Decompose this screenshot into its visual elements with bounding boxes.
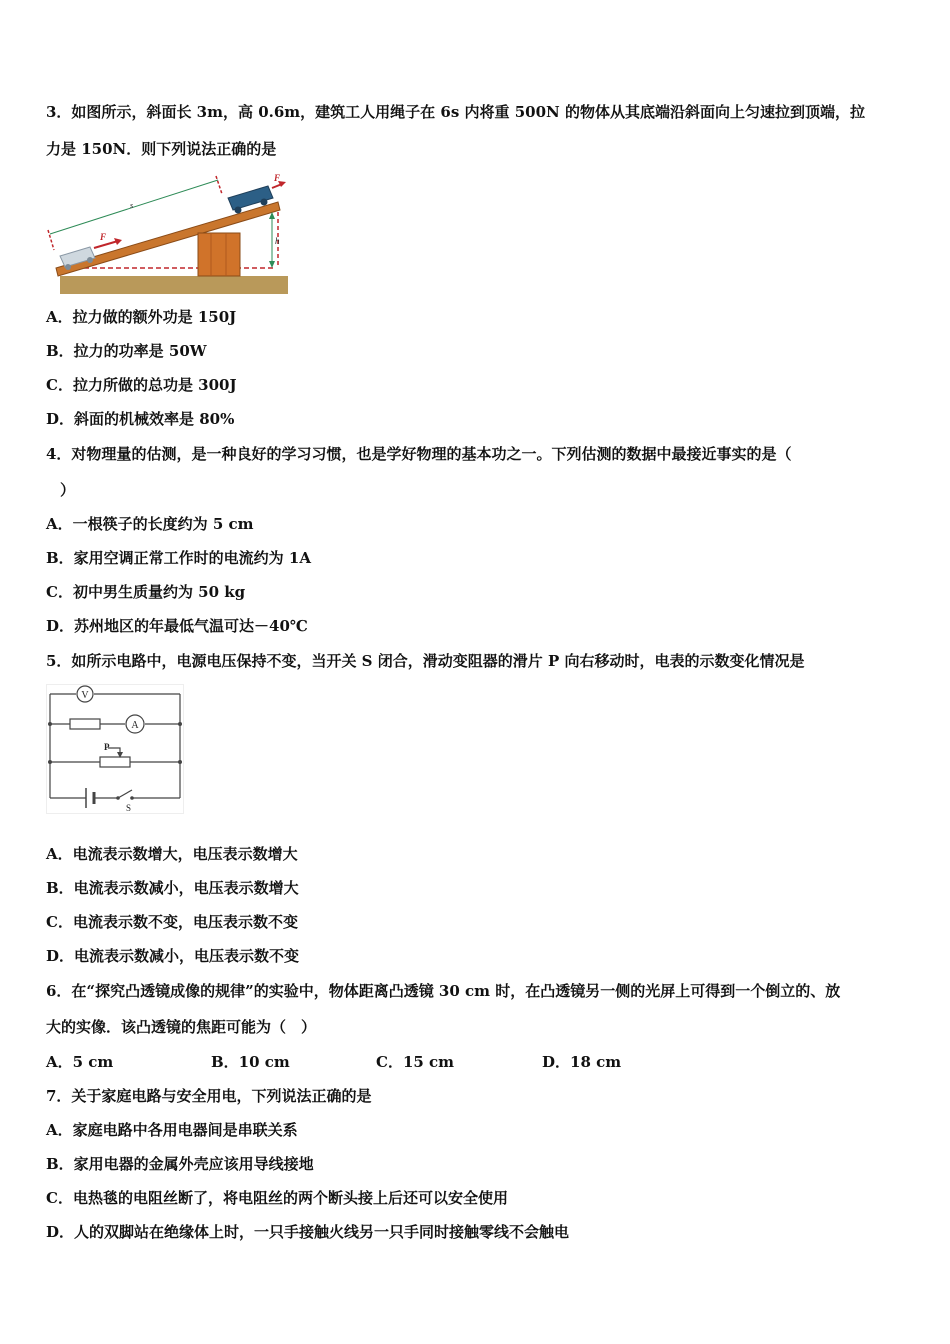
q3-stem-line2: 力是 150N．则下列说法正确的是 [46,140,277,158]
switch-icon [118,790,132,798]
circuit-figure [46,684,184,814]
slide-rheostat [100,757,130,767]
q3-option-b: B．拉力的功率是 50W [46,342,207,360]
q7-option-c: C．电热毯的电阻丝断了，将电阻丝的两个断头接上后还可以安全使用 [46,1189,508,1207]
label-f-top: F [274,173,281,183]
q6-option-d: D．18 cm [542,1053,622,1071]
q5-stem: 5．如所示电路中，电源电压保持不变，当开关 S 闭合，滑动变阻器的滑片 P 向右移动时，电表的示数变化情况是 [46,652,805,670]
q6-stem-line2: 大的实像．该凸透镜的焦距可能为（ ） [46,1018,317,1036]
q3-option-c: C．拉力所做的总功是 300J [46,376,237,394]
q6-option-c: C．15 cm [376,1053,455,1071]
label-h: h [275,236,280,246]
q4-option-a: A．一根筷子的长度约为 5 cm [46,515,254,533]
q7-option-a: A．家庭电路中各用电器间是串联关系 [46,1121,298,1139]
q3-option-a: A．拉力做的额外功是 150J [46,308,237,326]
q5-option-c: C．电流表示数不变，电压表示数不变 [46,913,298,931]
q6-option-b: B．10 cm [211,1053,290,1071]
voltmeter-label: V [81,690,89,701]
label-f-bottom: F [100,232,107,242]
q5-option-b: B．电流表示数减小，电压表示数增大 [46,879,299,897]
q4-stem-line2: ） [60,481,76,499]
length-arrow [50,180,218,234]
q4-option-b: B．家用空调正常工作时的电流约为 1A [46,549,311,567]
slider-label-p: P [104,742,110,752]
force-arrow-bottom [94,241,118,248]
incline-figure [46,172,290,296]
q7-option-d: D．人的双脚站在绝缘体上时，一只手接触火线另一只手同时接触零线不会触电 [46,1223,570,1241]
q4-option-d: D．苏州地区的年最低气温可达－40℃ [46,617,308,635]
incline-board [56,202,280,276]
ground [60,276,288,294]
q4-option-c: C．初中男生质量约为 50 kg [46,583,246,601]
ammeter-label: A [131,720,139,731]
wooden-block [198,233,240,276]
switch-label-s: S [126,803,132,813]
q4-stem-line1: 4．对物理量的估测，是一种良好的学习习惯，也是学好物理的基本功之一。下列估测的数据中最接近事实的是（ [46,445,792,463]
q3-option-d: D．斜面的机械效率是 80% [46,410,235,428]
fixed-resistor [70,719,100,729]
q5-option-d: D．电流表示数减小，电压表示数不变 [46,947,300,965]
q5-option-a: A．电流表示数增大，电压表示数增大 [46,845,298,863]
label-s: s [130,201,134,210]
q6-stem-line1: 6．在“探究凸透镜成像的规律”的实验中，物体距离凸透镜 30 cm 时，在凸透镜另一侧的光屏上可得到一个倒立的、放 [46,982,841,1000]
q3-stem-line1: 3．如图所示，斜面长 3m，高 0.6m，建筑工人用绳子在 6s 内将重 500N 的物体从其底端沿斜面向上匀速拉到顶端，拉 [46,103,865,121]
q7-stem: 7．关于家庭电路与安全用电，下列说法正确的是 [46,1087,372,1105]
q6-option-a: A．5 cm [46,1053,114,1071]
q7-option-b: B．家用电器的金属外壳应该用导线接地 [46,1155,314,1173]
